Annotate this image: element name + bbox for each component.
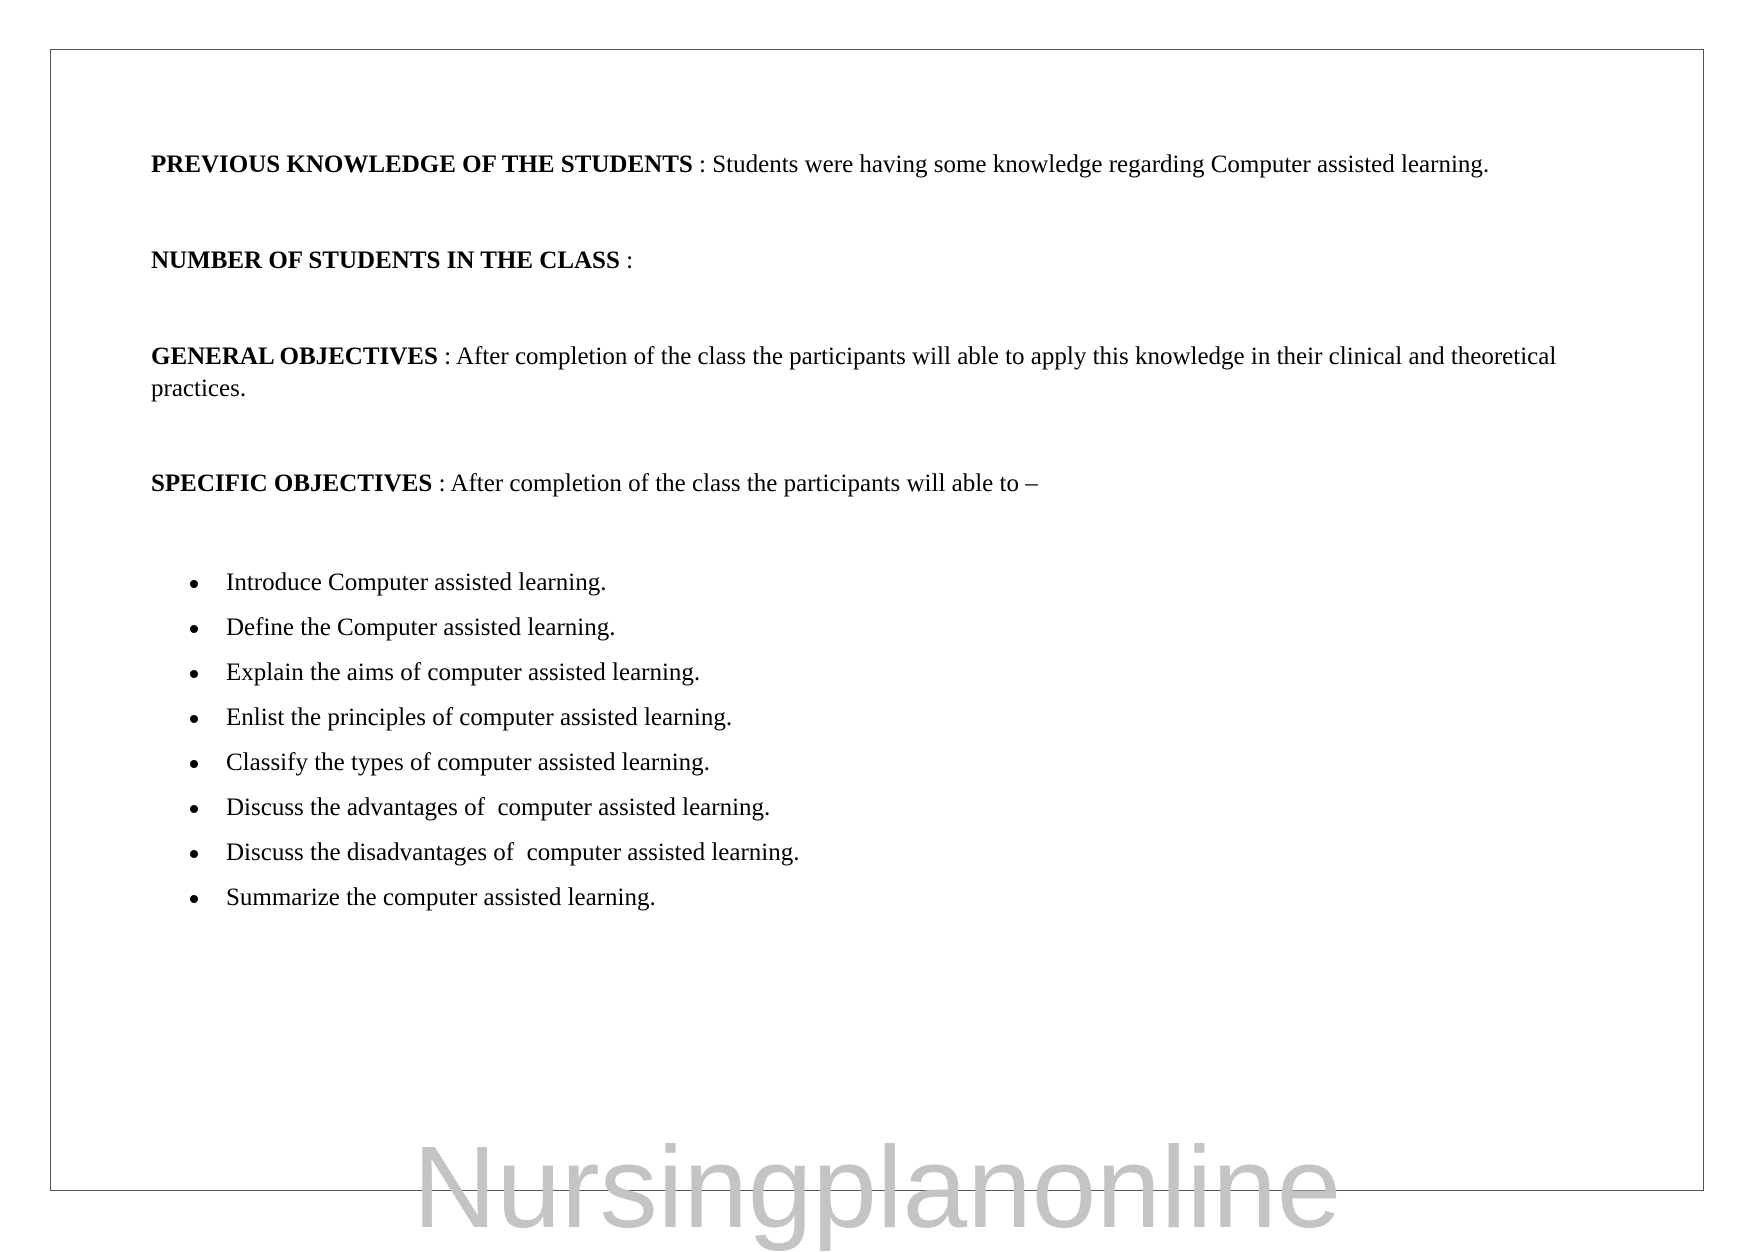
list-item [151,612,799,657]
general-objectives-heading: GENERAL OBJECTIVES [151,343,438,370]
general-objectives-paragraph [151,341,1611,405]
bullet-icon [190,625,198,633]
objective-text: Enlist the principles of computer assisted learning. [226,704,733,731]
general-objectives-text: : After completion of the class the participants will able to apply this knowledge in their clinical and theoretical practices. [151,343,1557,402]
list-item [151,837,799,882]
bullet-icon [190,850,198,858]
number-of-students-paragraph [151,245,1611,277]
objective-text: Discuss the advantages of computer assisted learning. [226,794,771,821]
objective-text: Classify the types of computer assisted learning. [226,749,710,776]
bullet-icon [190,670,198,678]
watermark: Nursingplanonline [412,1122,1342,1252]
objective-text: Discuss the disadvantages of computer assisted learning. [226,839,800,866]
list-item [151,747,799,792]
list-item [151,882,799,927]
specific-objectives-heading: SPECIFIC OBJECTIVES [151,470,433,497]
list-item [151,657,799,702]
objective-text: Summarize the computer assisted learning. [226,884,656,911]
objective-text: Explain the aims of computer assisted learning. [226,659,701,686]
bullet-icon [190,580,198,588]
list-item [151,702,799,747]
number-of-students-heading: NUMBER OF STUDENTS IN THE CLASS [151,247,620,274]
number-of-students-text: : [619,247,634,274]
list-item [151,792,799,837]
previous-knowledge-text: : Students were having some knowledge regarding Computer assisted learning. [692,151,1490,178]
bullet-icon [190,895,198,903]
objective-text: Introduce Computer assisted learning. [226,569,607,596]
previous-knowledge-paragraph [151,149,1611,181]
previous-knowledge-heading: PREVIOUS KNOWLEDGE OF THE STUDENTS [151,151,693,178]
bullet-icon [190,760,198,768]
specific-objectives-text: : After completion of the class the participants will able to – [432,470,1038,497]
specific-objectives-paragraph [151,468,1611,500]
objectives-list [151,567,799,927]
objective-text: Define the Computer assisted learning. [226,614,616,641]
bullet-icon [190,805,198,813]
bullet-icon [190,715,198,723]
list-item [151,567,799,612]
